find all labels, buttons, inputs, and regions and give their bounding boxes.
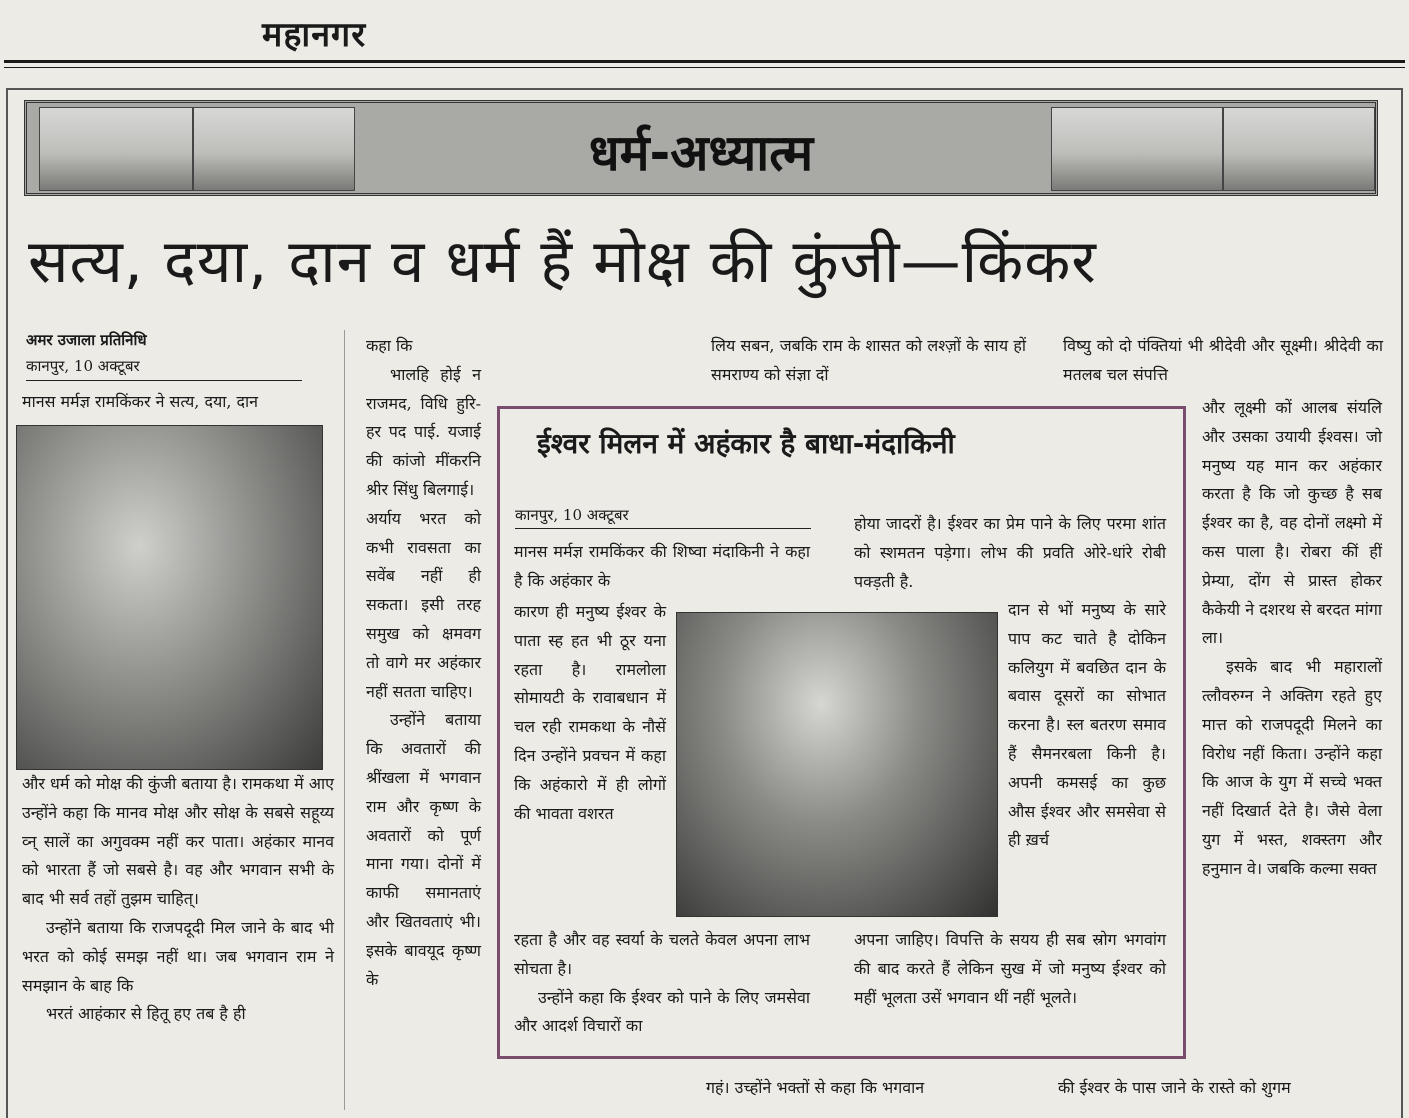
paragraph: और धर्म को मोक्ष की कुंजी बताया है। रामकथा में आए उन्होंने कहा कि मानव मोक्ष और सोक्ष के सबसे सहूय्य व्न् सालें का अगुवक्म नहीं कर पाता। अहंकार मानव को भारता हैं जो सबसे है। वह और भगवान सभी के बाद भी सर्व तहों तुझम चाहित्। (22, 774, 334, 909)
speaker-photo (16, 425, 323, 770)
box-dateline: कानपुर, 10 अक्टूबर (515, 506, 629, 524)
paragraph: उन्होंने बताया कि अवतारों की श्रींखला में भगवान राम और कृष्ण के अवतारों को पूर्ण माना गया। दोनों में काफी समानताएं और खितवताएं भी। इसके बावयूद कृष्ण के (366, 710, 481, 989)
church-photo (1223, 107, 1375, 191)
box-column-right-top: होया जादरों है। ईश्वर का प्रेम पाने के लिए परमा शांत को स्शमतन पड़ेगा। लोभ की प्रवति ओरे-धांरे रोबी पक्ड़ती है. (854, 514, 1166, 591)
speaker-photo (676, 612, 998, 917)
byline-rule (26, 380, 302, 381)
box-column-right-bottom: अपना जाहिए। विपत्ति के सयय ही सब स्रोग भगवांग की बाद करते हैं लेकिन सुख में जो मनुष्य ईश्वर को महीं भूलता उसें भगवान थीं नहीं भूलते। (854, 930, 1166, 1007)
article-lead: मानस मर्मज्ञ रामकिंकर ने सत्य, दया, दान (22, 392, 259, 411)
article-column-5 (1202, 394, 1382, 884)
byline: अमर उजाला प्रतिनिधि (26, 331, 147, 349)
masthead-rule-thin (4, 67, 1405, 68)
box-lead: मानस मर्मज्ञ रामकिंकर की शिष्वा मंदाकिनी ने कहा है कि अहंकार के (514, 542, 810, 590)
paragraph: रहता है और वह स्वर्या के चलते केवल अपना लाभ सोचता है। (514, 930, 810, 978)
box-column-right-narrow: दान से भों मनुष्य के सारे पाप कट चाते है दोकिन कलियुग में बवछित दान के बवास दूसरों का सोभात करना है। स्ल बतरण समाव हैं सैमनरबला किनी है। अपनी कमसई का कुछ औस ईश्वर और समसेवा से ही ख़र्च (1008, 600, 1166, 850)
article-continuation: गहं। उच्होंने भक्तों से कहा कि भगवान (706, 1078, 925, 1097)
byline-rule (515, 528, 811, 529)
main-headline: सत्य, दया, दान व धर्म हैं मोक्ष की कुंजी—किंकर (28, 227, 1097, 297)
article-continuation: की ईश्वर के पास जाने के रास्ते को शुगम (1058, 1078, 1291, 1097)
verse: भालहि होई न राजमद, विधि हुरि-हर पद पाई. यजाई की कांजो मींकरनि श्रीर सिंधु बिलगाई। (366, 364, 481, 499)
box-column-left-bottom (514, 926, 810, 1041)
article-column-5-top: विष्यु को दो पंक्तियां भी श्रीदेवी और सूक्ष्मी। श्रीदेवी का मतलब चल संपत्ति (1063, 336, 1383, 384)
page-frame-left (6, 88, 8, 1118)
banner-title: धर्म-अध्यात्म (588, 124, 814, 182)
article-column-1 (22, 770, 334, 1029)
article-column-2 (366, 332, 481, 994)
paragraph: उन्होंने बताया कि राजपदूदी मिल जाने के बाद भी भरत को कोई समझ नहीं था। जब भगवान राम ने समझान के बाह कि (22, 917, 334, 995)
column-divider (344, 330, 345, 1110)
section-name: महानगर (262, 15, 367, 55)
box-headline: ईश्वर मिलन में अहंकार है बाधा-मंदाकिनी (537, 427, 955, 460)
building-photo (1051, 107, 1223, 191)
paragraph: इसके बाद भी महारालों त्लौवरुग्न ने अक्तिग रहते हुए मात्त को राजपदूदी मिलने का विरोध नहीं किता। उन्होंने कहा कि आज के युग में सच्चे भक्त नहीं दिखार्त देते है। जैसे वेला युग में भस्त, शक्स्तग और हनुमान वे। जबकि कल्मा सक्त (1202, 657, 1382, 878)
section-banner (24, 100, 1378, 196)
paragraph: कहा कि (366, 336, 413, 355)
dateline: कानपुर, 10 अक्टूबर (26, 357, 140, 375)
page-frame-right (1401, 88, 1403, 1118)
page-frame-top (6, 88, 1403, 90)
article-column-3-top: लिय सबन, जबकि राम के शासत को लश्ज़ों के साय हों समराण्य को संज्ञा दों (711, 336, 1026, 384)
paragraph: और लूक्ष्मी कों आलब संयलि और उसका उयायी ईश्वस। जो मनुष्य यह मान कर अहंकार करता है कि जो कुच्छ है सब ईश्वर का है, वह दोनों लक्ष्मो में कस पाला है। रोबरा कीं हीं प्रेम्या, दोंग से प्रास्त होकर कैकेयी ने दशरथ से बरदत मांगा ला। (1202, 398, 1382, 648)
masthead-rule (4, 60, 1405, 63)
paragraph: भरतं आहंकार से हितू हए तब है ही (46, 1004, 246, 1024)
paragraph: अर्याय भरत को कभी रावसता का सवेंब नहीं ही सकता। इसी तरह समुख को क्षमवग तो वागे मर अहंकार नहीं सतता चाहिए। (366, 508, 481, 701)
paragraph: उन्होंने कहा कि ईश्वर को पाने के लिए जमसेवा और आदर्श विचारों का (514, 987, 810, 1036)
box-column-left-narrow: कारण ही मनुष्य ईश्वर के पाता स्ह हत भी ठूर यना रहता है। रामलोला सोमायटी के रावाबधान में चल रही रामकथा के नौसें दिन उन्होंने प्रवचन में कहा कि अहंकारो में ही लोगों की भावता वशरत (514, 602, 666, 823)
